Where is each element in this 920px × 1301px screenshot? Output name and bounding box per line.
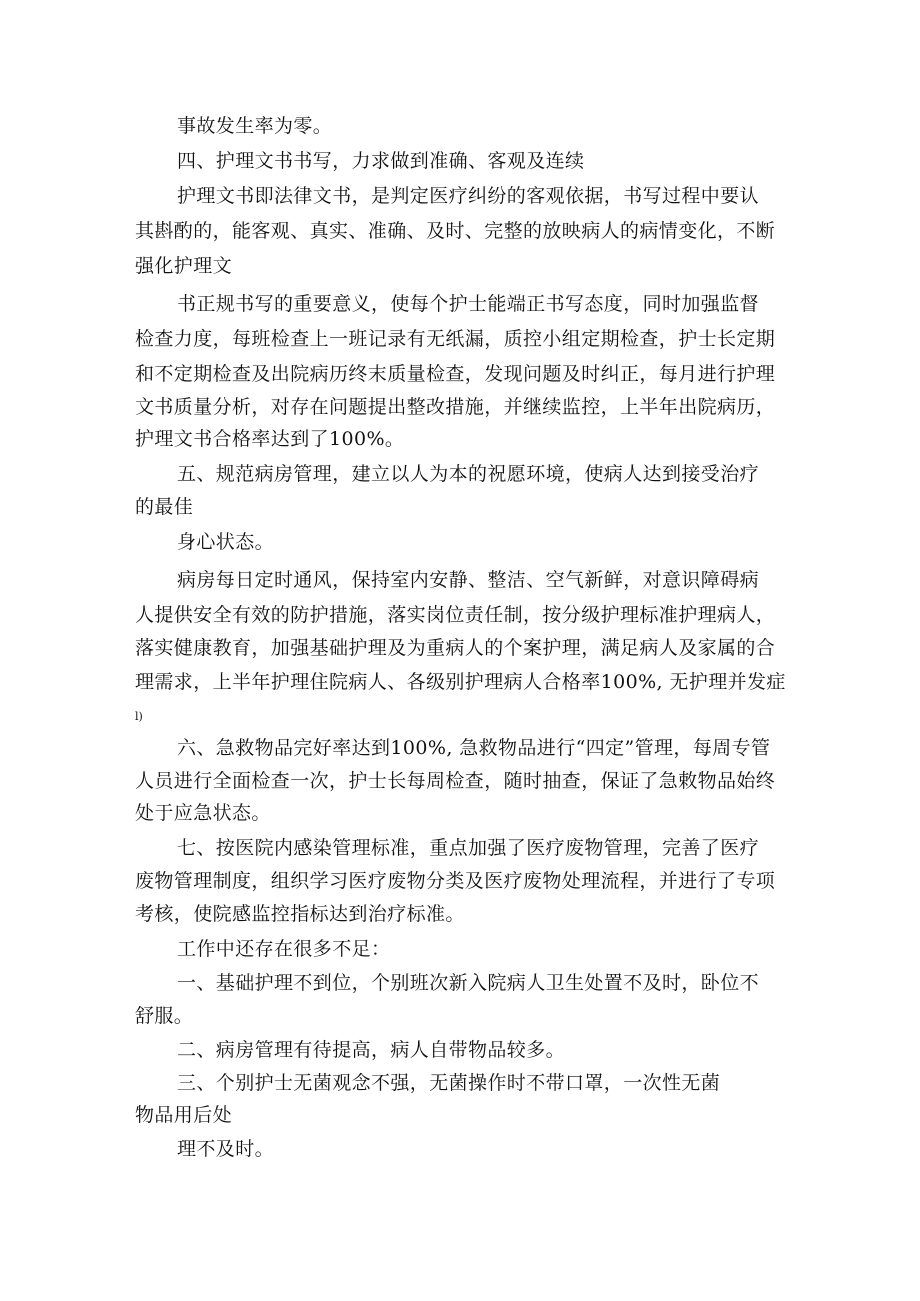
list-item: 一、基础护理不到位，个别班次新入院病人卫生处置不及时，卧位不 [177,972,760,994]
text-fragment: l) [135,710,143,723]
section-heading: 六、急救物品完好率达到100%, 急救物品进行“四定”管理，每周专管 [177,737,771,759]
text-line: 护理文书即法律文书，是判定医疗纠纷的客观依据，书写过程中要认 [177,185,760,207]
text-line: 书正规书写的重要意义，使每个护士能端正书写态度，同时加强监督 [177,293,760,315]
text-line: 病房每日定时通风，保持室内安静、整洁、空气新鲜，对意识障碍病 [177,569,760,591]
text-line: 人提供安全有效的防护措施，落实岗位责任制，按分级护理标准护理病人， [135,604,776,626]
list-item: 二、病房管理有待提高，病人自带物品较多。 [177,1039,566,1061]
text-line: 人员进行全面检查一次，护士长每周检查，随时抽查，保证了急敕物品始终 [135,770,776,792]
text-line: 考核，使院感监控指标达到治疗标准。 [135,903,465,925]
list-item: 三、个别护士无菌观念不强，无菌操作时不带口罩，一次性无菌 [177,1072,721,1094]
text-line: 护理文书合格率达到了100%。 [135,428,405,450]
section-heading: 五、规范病房管理，建立以人为本的祝愿环境，使病人达到接受治疗 [177,463,760,485]
text-line: 其斟酌的，能客观、真实、准确、及时、完整的放映病人的病情变化，不断 [135,220,776,242]
text-line: 事故发生率为零。 [177,115,333,137]
text-line: 处于应急状态。 [135,802,271,824]
text-line: 理需求，上半年护理住院病人、各级别护理病人合格率100%, 无护理并发症 [135,671,786,693]
text-line: 检查力度，每班检查上一班记录有无纸漏，质控小组定期检查，护士长定期 [135,328,776,350]
text-line: 工作中还存在很多不足： [177,938,391,960]
section-heading: 四、护理文书书写，力求做到准确、客观及连续 [177,150,585,172]
text-line: 废物管理制度，组织学习医疗废物分类及医疗废物处理流程，并进行了专项 [135,870,776,892]
text-line: 和不定期检查及出院病历终末质量检查，发现问题及时纠正，每月进行护理 [135,363,776,385]
text-line: 物品用后处 [135,1104,233,1126]
text-line: 文书质量分析，对存在问题提出整改措施，并继续监控，上半年出院病历， [135,396,776,418]
text-line: 理不及时。 [177,1138,275,1160]
text-line: 身心状态。 [177,531,275,553]
text-line: 的最佳 [135,496,194,518]
text-line: 舒服。 [135,1005,194,1027]
section-heading: 七、按医院内感染管理标准，重点加强了医疗废物管理，完善了医疗 [177,837,760,859]
text-line: 强化护理文 [135,255,233,277]
text-line: 落实健康教育，加强基础护理及为重病人的个案护理，满足病人及家属的合 [135,637,776,659]
